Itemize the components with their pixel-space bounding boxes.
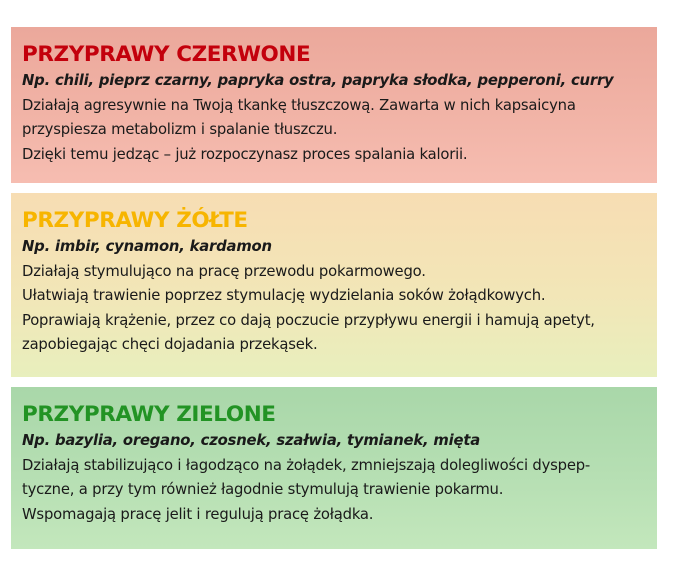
section-text-line: Działają stymulująco na pracę przewodu pokarmowego. <box>22 262 426 280</box>
green-spices-card <box>11 387 657 549</box>
section-text-line: Ułatwiają trawienie poprzez stymulację wydzielania soków żołądkowych. <box>22 287 546 304</box>
section-text-line: zapobiegając chęci dojadania przekąsek. <box>22 336 318 353</box>
section-examples: Np. bazylia, oregano, czosnek, szałwia, tymianek, mięta <box>22 432 480 449</box>
section-text-line: tyczne, a przy tym również łagodnie stymulują trawienie pokarmu. <box>22 481 504 498</box>
section-text-line: Poprawiają krążenie, przez co dają poczucie przypływu energii i hamują apetyt, <box>22 311 595 329</box>
section-title: PRZYPRAWY CZERWONE <box>22 42 311 67</box>
section-examples: Np. imbir, cynamon, kardamon <box>22 238 272 255</box>
section-text-line: Wspomagają pracę jelit i regulują pracę żołądka. <box>22 505 374 523</box>
section-text-line: Działają agresywnie na Twoją tkankę tłuszczową. Zawarta w nich kapsaicyna <box>22 96 576 114</box>
section-text-line: Dzięki temu jedząc – już rozpoczynasz proces spalania kalorii. <box>22 145 468 163</box>
section-text-line: Działają stabilizująco i łagodząco na żołądek, zmniejszają dolegliwości dyspep- <box>22 456 591 474</box>
yellow-spices-card <box>11 193 657 377</box>
section-title: PRZYPRAWY ŻÓŁTE <box>22 208 248 233</box>
section-title: PRZYPRAWY ZIELONE <box>22 402 276 427</box>
section-examples: Np. chili, pieprz czarny, papryka ostra, papryka słodka, pepperoni, curry <box>22 72 614 89</box>
section-text-line: przyspiesza metabolizm i spalanie tłuszczu. <box>22 121 338 138</box>
red-spices-card <box>11 27 657 183</box>
